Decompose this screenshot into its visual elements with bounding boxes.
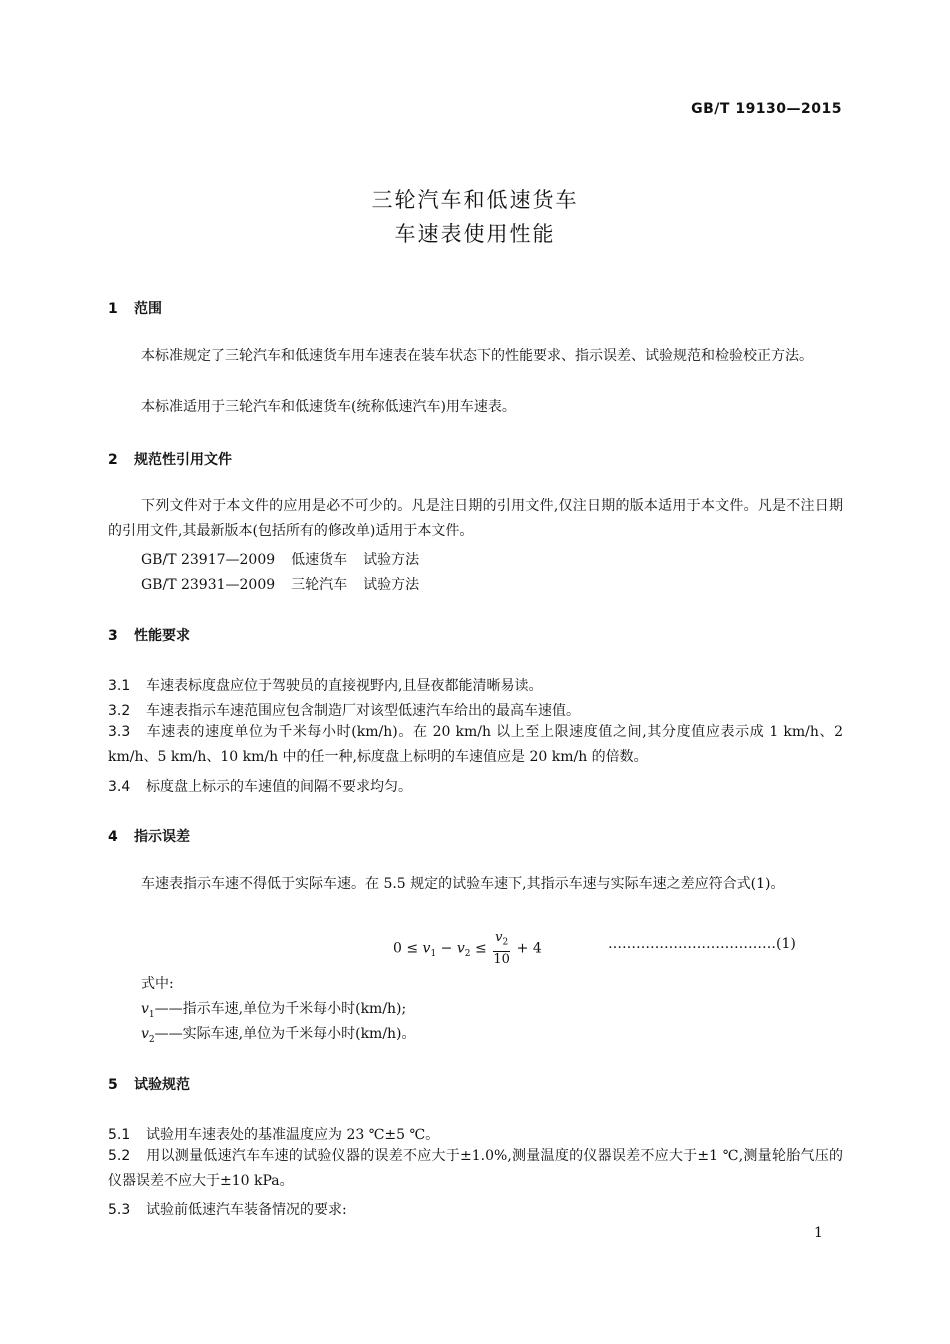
formula-lhs: 0 ≤ <box>393 940 423 957</box>
clause-text: 车速表指示车速范围应包含制造厂对该型低速汽车给出的最高车速值。 <box>146 703 580 719</box>
reference-item <box>141 549 419 569</box>
clause-5-3 <box>108 1199 347 1219</box>
formula-var: v <box>456 940 465 957</box>
formula-fraction <box>493 930 510 967</box>
where-label: 式中: <box>141 976 174 992</box>
clause-text: 标度盘上标示的车速值的间隔不要求均匀。 <box>146 779 412 795</box>
formula-var: v <box>422 940 431 957</box>
variable-sub: 2 <box>148 1034 155 1045</box>
paragraph-references: 下列文件对于本文件的应用是必不可少的。凡是注日期的引用文件,仅注日期的版本适用于本文件。凡是不注日期的引用文件,其最新版本(包括所有的修改单)适用于本文件。 <box>108 498 843 539</box>
formula-sub: 2 <box>464 949 471 960</box>
document-title-line1: 三轮汽车和低速货车 <box>371 188 579 212</box>
formula-op: ≤ <box>470 940 492 957</box>
variable-text: ——实际车速,单位为千米每小时(km/h)。 <box>154 1026 416 1042</box>
clause-text: 车速表标度盘应位于驾驶员的直接视野内,且昼夜都能清晰易读。 <box>146 678 543 694</box>
clause-5-1 <box>108 1124 439 1144</box>
fraction-denominator: 10 <box>493 951 510 967</box>
section-heading-3 <box>108 625 190 645</box>
section-title: 规范性引用文件 <box>134 452 232 468</box>
clause-number: 3.1 <box>108 678 131 694</box>
formula-1 <box>393 930 542 967</box>
equation-number: ………………………………(1) <box>608 936 796 952</box>
paragraph-error: 车速表指示车速不得低于实际车速。在 5.5 规定的试验车速下,其指示车速与实际车速之差应符合式(1)。 <box>141 876 785 892</box>
section-number: 4 <box>108 829 118 845</box>
variable-definition-v2 <box>141 1023 416 1045</box>
variable-symbol: v <box>141 1026 149 1042</box>
clause-3-1 <box>108 675 542 695</box>
clause-number: 3.3 <box>108 724 131 740</box>
reference-code: GB/T 23931—2009 <box>141 577 276 593</box>
clause-text: 用以测量低速汽车车速的试验仪器的误差不应大于±1.0%,测量温度的仪器误差不应大于±1 ℃,测量轮胎气压的仪器误差不应大于±10 kPa。 <box>108 1148 843 1189</box>
section-number: 1 <box>108 301 118 317</box>
formula-sub: 1 <box>430 949 437 960</box>
section-title: 范围 <box>134 301 162 317</box>
variable-symbol: v <box>141 1001 149 1017</box>
section-number: 5 <box>108 1077 118 1093</box>
reference-name: 试验方法 <box>363 577 420 593</box>
clause-3-3 <box>108 720 843 770</box>
section-title: 指示误差 <box>134 829 190 845</box>
paragraph-scope-1: 本标准规定了三轮汽车和低速货车用车速表在装车状态下的性能要求、指示误差、试验规范和检验校正方法。 <box>141 348 813 364</box>
clause-3-2 <box>108 700 580 720</box>
section-title: 试验规范 <box>134 1077 190 1093</box>
formula-op: − <box>436 940 457 957</box>
clause-text: 车速表的速度单位为千米每小时(km/h)。在 20 km/h 以上至上限速度值之间,其分度值应表示成 1 km/h、2 km/h、5 km/h、10 km/h 中的任一种,标度盘上标明的车速值应是 20 km/h 的倍数。 <box>108 724 843 765</box>
clause-text: 试验前低速汽车装备情况的要求: <box>146 1202 347 1218</box>
reference-code: GB/T 23917—2009 <box>141 552 276 568</box>
document-title-line2: 车速表使用性能 <box>394 222 556 246</box>
clause-5-2 <box>108 1144 843 1194</box>
variable-sub: 1 <box>148 1009 155 1020</box>
clause-number: 5.2 <box>108 1148 131 1164</box>
reference-item <box>141 574 419 594</box>
reference-name: 低速货车 <box>291 552 348 568</box>
reference-name: 试验方法 <box>363 552 420 568</box>
clause-text: 试验用车速表处的基准温度应为 23 ℃±5 ℃。 <box>146 1127 440 1143</box>
variable-definition-v1 <box>141 998 406 1020</box>
clause-number: 5.1 <box>108 1127 131 1143</box>
section-number: 3 <box>108 628 118 644</box>
formula-rhs: + 4 <box>512 940 542 957</box>
fraction-numerator: $v_2$ <box>493 930 510 952</box>
page-number: 1 <box>814 1225 823 1241</box>
section-heading-4 <box>108 826 190 846</box>
section-title: 性能要求 <box>134 628 190 644</box>
reference-name: 三轮汽车 <box>291 577 348 593</box>
section-heading-2 <box>108 449 232 469</box>
section-heading-5 <box>108 1074 190 1094</box>
paragraph-scope-2: 本标准适用于三轮汽车和低速货车(统称低速汽车)用车速表。 <box>141 399 516 415</box>
standard-number: GB/T 19130—2015 <box>691 101 842 117</box>
section-heading-1 <box>108 298 162 318</box>
clause-3-4 <box>108 776 412 796</box>
clause-number: 5.3 <box>108 1202 131 1218</box>
clause-number: 3.2 <box>108 703 131 719</box>
section-number: 2 <box>108 452 118 468</box>
variable-text: ——指示车速,单位为千米每小时(km/h); <box>154 1001 407 1017</box>
clause-number: 3.4 <box>108 779 131 795</box>
